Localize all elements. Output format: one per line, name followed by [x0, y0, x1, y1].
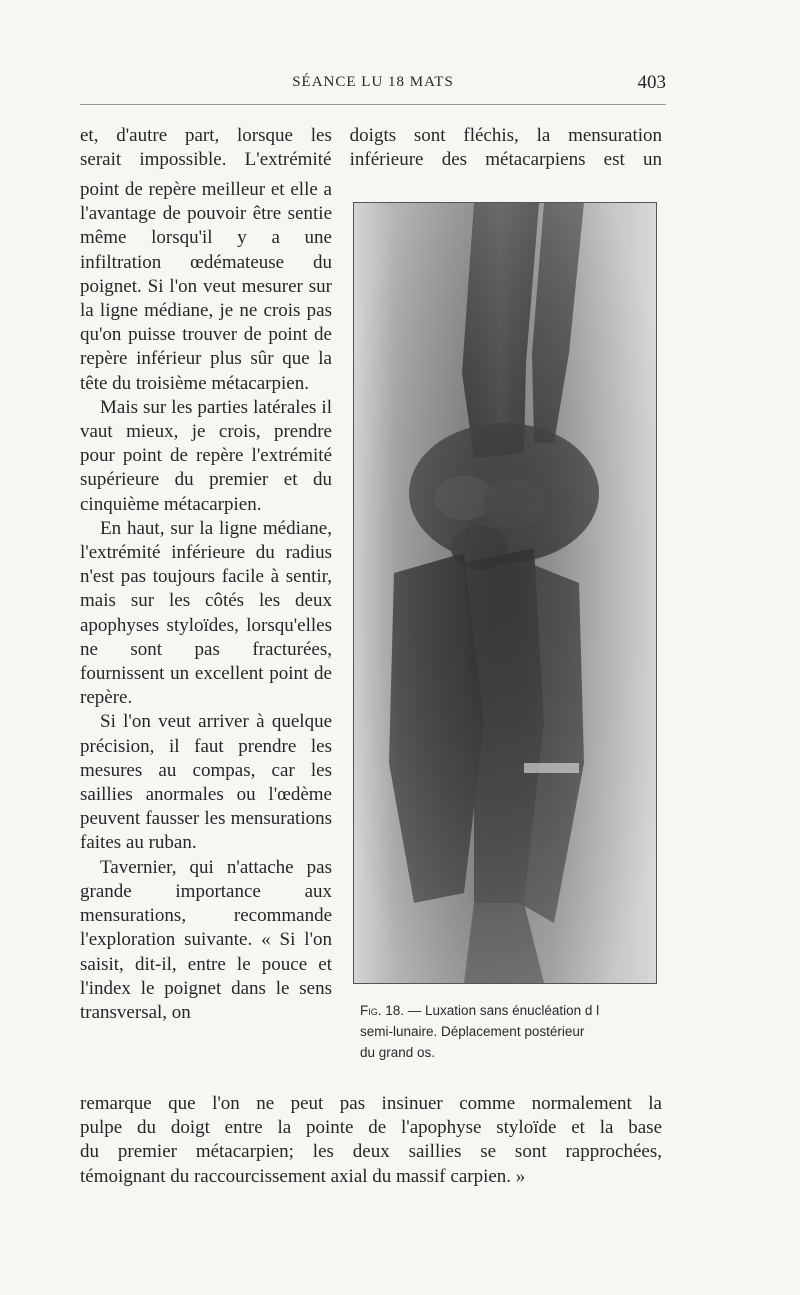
xray-image — [354, 203, 656, 983]
text-line: serait impossible. L'extrémité inférieure des métacarpiens est un — [80, 149, 662, 171]
paragraph: Si l'on veut arriver à quelque précision, il faut prendre les mesures au compas, car les saillies anormales ou l'œdème peuvent fausser les mensurations faites au ruban. — [80, 711, 332, 854]
paragraph: En haut, sur la ligne médiane, l'extrémité inférieure du radius n'est pas toujours facile à sentir, mais sur les côtés les deux apophyses styloïdes, lorsqu'elles ne sont pas fracturées, fournissent un excellent point de repère. — [80, 517, 332, 709]
bottom-text — [80, 1092, 662, 1189]
caption-line: du grand os. — [360, 1045, 436, 1060]
caption-label: Fig. 18. — [360, 1003, 405, 1018]
top-text — [80, 124, 662, 172]
running-head — [80, 72, 666, 96]
figure-caption — [360, 1000, 664, 1063]
paragraph: point de repère meilleur et elle a l'avantage de pouvoir être sentie même lorsqu'il y a une infiltration œdémateuse du poignet. Si l'on veut mesurer sur la ligne médiane, je ne crois pas qu'on puisse trouver de point de repère inférieur plus sûr que la tête du troisième métacarpien. — [80, 179, 332, 394]
text-line: pulpe du doigt entre la pointe de l'apophyse styloïde et la base — [80, 1117, 662, 1139]
side-column — [80, 178, 332, 1025]
paragraph: Mais sur les parties latérales il vaut mieux, je crois, prendre pour point de repère l'extrémité supérieure du premier et du cinquième métacarpien. — [80, 396, 332, 515]
header-rule — [80, 104, 666, 105]
running-title: SÉANCE LU 18 MATS — [292, 74, 454, 90]
caption-line: semi-lunaire. Déplacement postérieur — [360, 1024, 585, 1039]
xray-figure — [353, 202, 657, 984]
text-line: remarque que l'on ne peut pas insinuer comme normalement la — [80, 1093, 662, 1114]
caption-line — [360, 1000, 664, 1021]
paragraph: Tavernier, qui n'attache pas grande importance aux mensurations, recommande l'exploration suivante. « Si l'on saisit, dit-il, entre le pouce et l'index le poignet dans le sens transversal, on — [80, 856, 332, 1023]
text-line: et, d'autre part, lorsque les doigts sont fléchis, la mensuration — [80, 125, 662, 146]
caption-text: — Luxation sans énucléation d l — [407, 1003, 600, 1018]
text-line: du premier métacarpien; les deux saillies se sont rapprochées, — [80, 1141, 662, 1163]
page-number: 403 — [637, 72, 666, 93]
text-line: témoignant du raccourcissement axial du massif carpien. » — [80, 1165, 526, 1187]
